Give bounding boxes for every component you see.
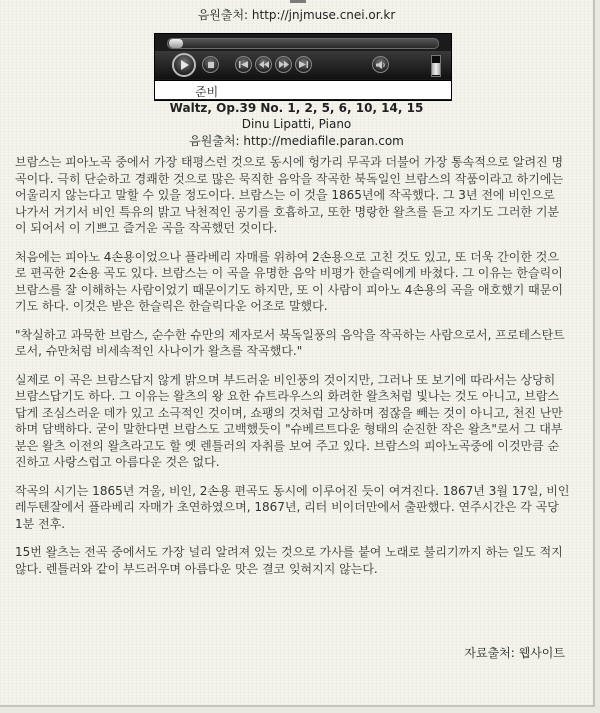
paragraph: 15번 왈츠는 전곡 중에서도 가장 널리 알려져 있는 것으로 가사를 붙여 노래로 불리기까지 하는 일도 적지 않다. 렌틀러와 같이 부드러우며 아름다운 맛은 결코 잊혀지지 않는다. [15,545,563,576]
volume-knob[interactable] [432,63,440,75]
fast-forward-icon[interactable] [275,56,292,73]
play-icon[interactable] [172,53,196,77]
track-title: Waltz, Op.39 No. 1, 2, 5, 6, 10, 14, 15 [169,101,424,115]
player-controls [155,51,451,79]
seek-bar[interactable] [167,38,439,49]
track-audio-source: 음원출처: http://mediafile.paran.com [189,134,404,148]
paragraph: 작곡의 시기는 1865년 겨울, 비인, 2손용 편곡도 동시에 이루어진 듯이 여겨진다. 1867년 3월 17일, 비인 레두텐잘에서 플라베리 자매가 초연하였으며, 1867년, 리터 비이더만에서 출판했다. 연주시간은 각 곡당 1분 전후. [15,483,570,531]
paragraph: 처음에는 피아노 4손용이었으나 플라베리 자매를 위하여 2손용으로 고친 것도 있고, 또 더욱 간이한 것으로 편곡한 2손용 곡도 있다. 브람스는 이 곡을 유명한 음악 비평가 한슬릭에게 바쳤다. 그 이유는 한슬릭이 브람스를 잘 이해하는 사람이었기 때문이기도 하지만, 또 이 사람이 피아노 4손용의 곡을 애호했기 때문이기도 하다. 이것은 받은 한슬릭은 한슬릭다운 어조로 말했다. [15,249,563,313]
paragraph: "착실하고 과묵한 브람스, 순수한 슈만의 제자로서 북독일풍의 음악을 작곡하는 사람으로서, 프로테스탄트로서, 슈만처럼 비세속적인 사나이가 왈츠를 작곡했다." [15,327,565,358]
media-player [154,33,452,101]
paragraph: 브람스는 피아노곡 중에서 가장 태평스런 것으로 동시에 헝가리 무곡과 더불어 가장 통속적으로 알려진 명곡이다. 극히 단순하고 경쾌한 것으로 많은 묵직한 음악을 작곡한 북독일인 브람스의 작품이라고 하기에는 어울리지 않는다고 말할 수 있을 정도이다. 브람스는 이 것을 1865년에 작곡했다. 그 3년 전에 비인으로 나가서 거기서 비인 특유의 밝고 낙천적인 공기를 호흡하고, 또한 명랑한 왈츠를 듣고 자기도 그러한 기분이 되어서 이 기쁘고 즐거운 곡을 작곡했던 것이다. [15,155,564,235]
previous-track-icon[interactable] [235,56,252,73]
next-track-icon[interactable] [295,56,312,73]
player-status: 준비 [155,80,451,99]
bottom-edge [0,707,600,713]
stop-icon[interactable] [202,56,219,73]
data-source-credit: 자료출처: 웹사이트 [464,646,565,660]
article-body [15,154,570,589]
speaker-icon[interactable] [372,56,389,73]
seek-knob[interactable] [169,39,183,48]
volume-slider[interactable] [431,55,441,77]
rewind-icon[interactable] [255,56,272,73]
track-performer: Dinu Lipatti, Piano [241,117,352,131]
paragraph: 실제로 이 곡은 브람스답지 않게 밝으며 부드러운 비인풍의 것이지만, 그러나 또 보기에 따라서는 상당히 브람스답기도 하다. 그 이유는 왈츠의 왕 요한 슈트라우스의 화려한 왈츠처럼 빛나는 것도 아니고, 브람스답게 조심스러운 데가 있고 소극적인 것이며, 쇼팽의 것처럼 고상하며 점잖을 빼는 것이 아니고, 천진 난만하며 담백하다. 굳이 말한다면 브람스도 고백했듯이 "슈베르트다운 형태의 순진한 작은 왈츠"로서 그 대부분은 왈츠 이전의 왈츠라고도 할 옛 렌틀러의 자취를 보여 주고 있다. 브람스의 피아노곡중에 이것만큼 순진하고 사랑스럽고 아름다운 것은 없다. [15,372,563,469]
right-scroll-edge [595,0,600,713]
top-audio-source: 음원출처: http://jnjmuse.cnei.or.kr [197,8,396,22]
cropped-top-mark [290,0,306,3]
